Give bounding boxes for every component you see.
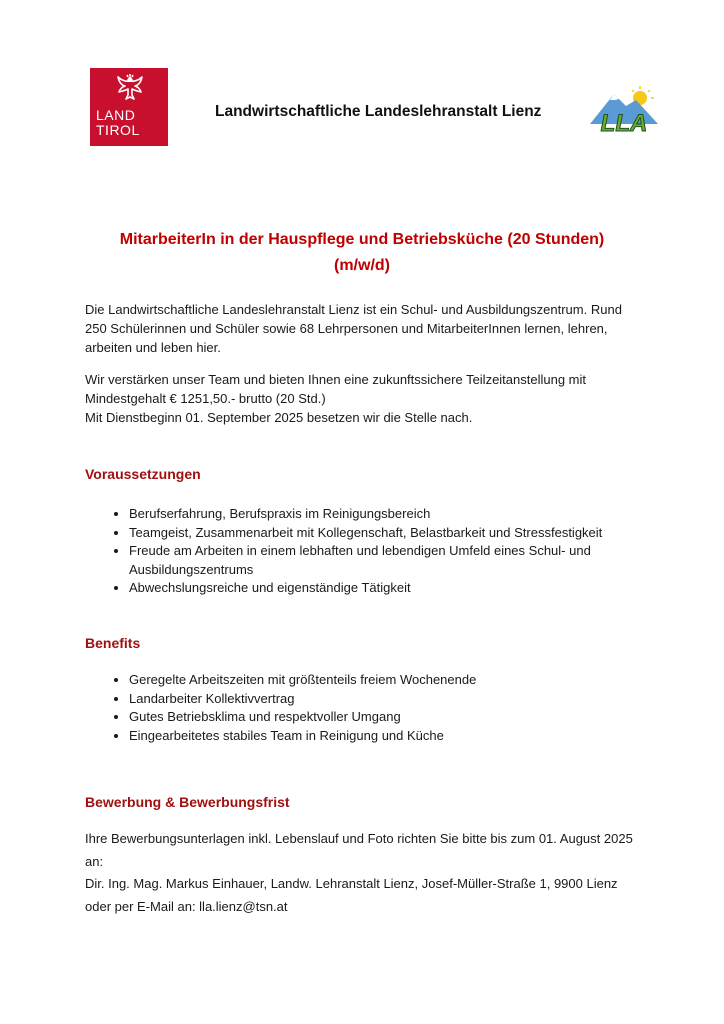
list-item: • Freude am Arbeiten in einem lebhaften und lebendigen Umfeld eines Schul- und Ausbildungszentrums [129,542,689,579]
benefits-list [85,671,689,745]
job-title [60,227,664,279]
application-text [85,828,645,918]
benefits-heading: Benefits [85,635,141,651]
list-item: • Abwechslungsreiche und eigenständige Tätigkeit [129,579,689,598]
application-heading: Bewerbung & Bewerbungsfrist [85,794,290,810]
land-tirol-logo [90,68,168,146]
logo-line-land: LAND [96,107,136,123]
application-email: oder per E-Mail an: lla.lienz@tsn.at [85,898,288,914]
requirements-list [85,505,689,598]
lla-logo [586,84,662,136]
job-title-line: MitarbeiterIn in der Hauspflege und Betriebsküche (20 Stunden) [119,231,605,248]
list-item: • Eingearbeitetes stabiles Team in Reinigung und Küche [129,727,689,746]
logo-line-tirol: TIROL [96,122,140,138]
offer-start-date: Mit Dienstbeginn 01. September 2025 besetzen wir die Stelle nach. [85,410,473,425]
requirements-heading: Voraussetzungen [85,466,201,482]
list-item: • Geregelte Arbeitszeiten mit größtenteils freiem Wochenende [129,671,689,690]
list-item: • Berufserfahrung, Berufspraxis im Reinigungsbereich [129,505,689,524]
intro-paragraph: Die Landwirtschaftliche Landeslehranstalt Lienz ist ein Schul- und Ausbildungszentrum. Rund 250 Schülerinnen und Schüler sowie 68 Lehrpersonen und MitarbeiterInnen lernen, lehren, arbeiten und leben hier. [85,302,622,355]
offer-salary: Wir verstärken unser Team und bieten Ihnen eine zukunftssichere Teilzeitanstellung mit Mindestgehalt € 1251,50.- brutto (20 Std.) [85,372,587,406]
institution-name: Landwirtschaftliche Landeslehranstalt Lienz [215,103,542,120]
lla-logo-text: LLA [600,110,648,136]
offer-paragraph [85,370,645,427]
application-address: Dir. Ing. Mag. Markus Einhauer, Landw. Lehranstalt Lienz, Josef-Müller-Straße 1, 9900 Lienz [85,876,618,891]
list-item: • Landarbeiter Kollektivvertrag [129,690,689,709]
job-title-gender: (m/w/d) [334,257,390,274]
application-instructions: Ihre Bewerbungsunterlagen inkl. Lebenslauf und Foto richten Sie bitte bis zum 01. August 2025 an: [85,831,633,869]
tirol-eagle-icon [115,73,145,103]
list-item: • Teamgeist, Zusammenarbeit mit Kollegenschaft, Belastbarkeit und Stressfestigkeit [129,524,689,543]
list-item: • Gutes Betriebsklima und respektvoller Umgang [129,708,689,727]
